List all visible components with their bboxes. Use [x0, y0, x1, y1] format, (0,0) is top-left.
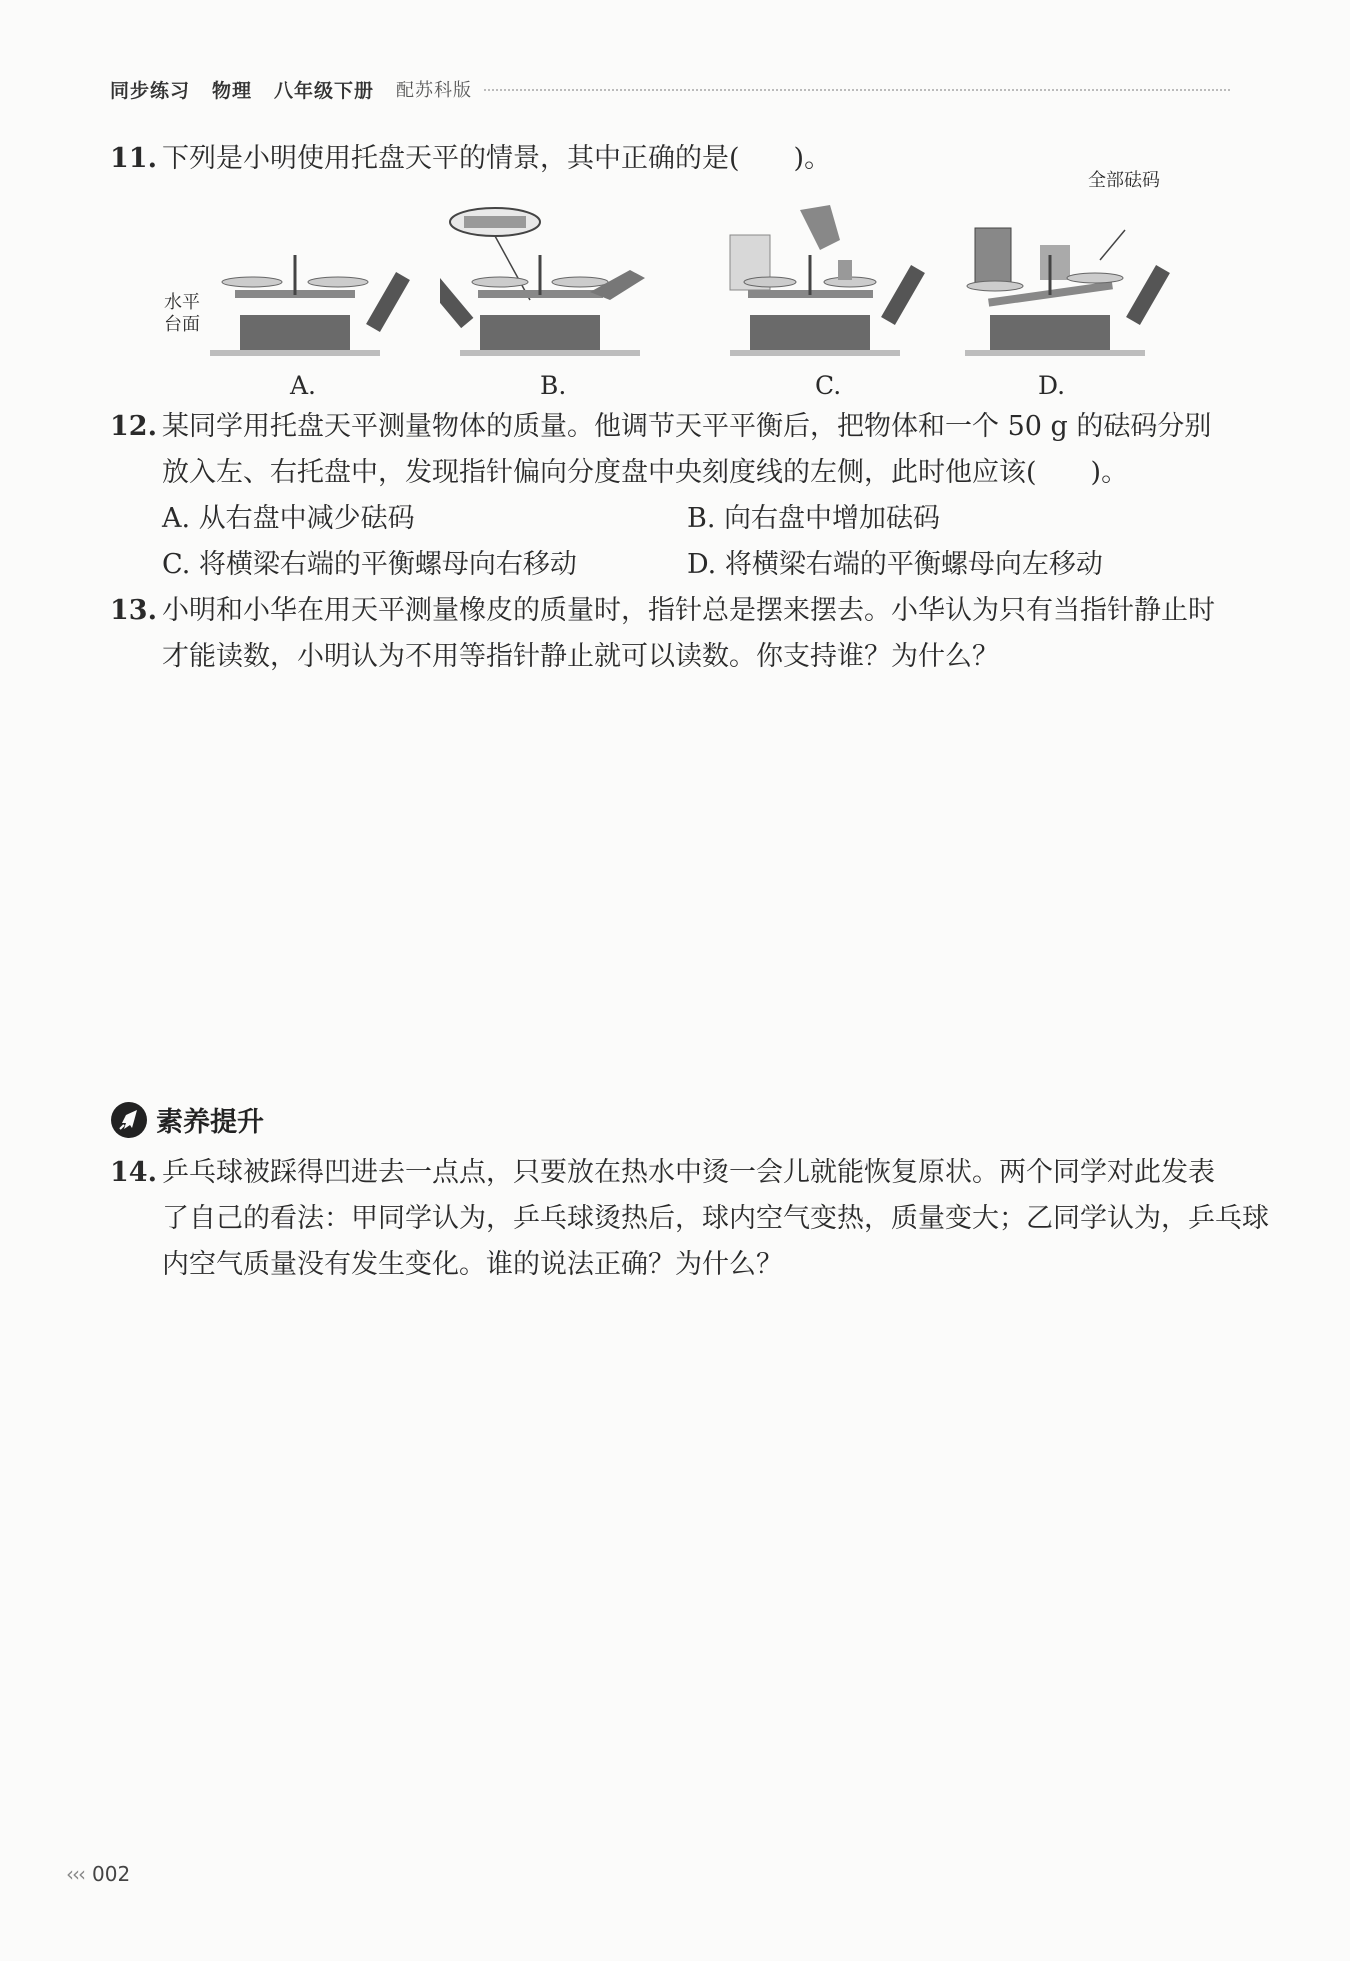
header-subject: 物理 — [212, 79, 253, 102]
page-footer — [66, 1862, 130, 1886]
header-rule — [484, 89, 1230, 91]
question-text-line: 了自己的看法：甲同学认为，乒乓球烫热后，球内空气变热，质量变大；乙同学认为，乒乓球 — [162, 1203, 1269, 1234]
balance-illustration-d — [950, 200, 1180, 365]
question-number: 11. — [110, 143, 157, 174]
figure-d — [950, 170, 1180, 400]
question-text-line: 某同学用托盘天平测量物体的质量。他调节天平平衡后，把物体和一个 50 g 的砝码分别 — [162, 411, 1212, 442]
header-edition: 配苏科版 — [396, 80, 473, 101]
question-13 — [110, 588, 1240, 680]
question-11 — [110, 136, 1240, 182]
page-header — [110, 72, 1230, 106]
figure-c — [720, 200, 930, 400]
balance-illustration-b — [440, 200, 660, 365]
option-d: D. 将横梁右端的平衡螺母向左移动 — [687, 549, 1103, 580]
balance-figures — [164, 170, 1180, 400]
question-text-line: 内空气质量没有发生变化。谁的说法正确？为什么？ — [162, 1249, 783, 1280]
figure-caption: B. — [540, 371, 567, 400]
figure-caption: D. — [1038, 371, 1066, 400]
balance-illustration-c — [720, 200, 930, 365]
table-surface-label — [164, 292, 200, 336]
question-number: 12. — [110, 411, 157, 442]
figure-a — [164, 200, 410, 400]
page-number: 002 — [92, 1862, 131, 1886]
question-text-line: 乒乓球被踩得凹进去一点点，只要放在热水中烫一会儿就能恢复原状。两个同学对此发表 — [162, 1157, 1215, 1188]
rocket-icon — [110, 1101, 148, 1139]
question-text-line: 才能读数，小明认为不用等指针静止就可以读数。你支持谁？为什么？ — [162, 641, 999, 672]
table-surface-text: 水平 台面 — [164, 292, 200, 335]
figure-caption: C. — [815, 371, 842, 400]
question-text: 下列是小明使用托盘天平的情景，其中正确的是( )。 — [162, 143, 832, 174]
option-a: A. 从右盘中减少砝码 — [162, 503, 415, 534]
question-14 — [110, 1150, 1269, 1288]
all-weights-label: 全部砝码 — [1088, 170, 1160, 191]
section-title: 素养提升 — [156, 1107, 264, 1138]
figure-caption: A. — [290, 371, 317, 400]
figure-b — [440, 200, 660, 400]
footer-arrows: ‹‹‹ — [66, 1862, 84, 1886]
option-b: B. 向右盘中增加砝码 — [687, 503, 941, 534]
question-text-line: 放入左、右托盘中，发现指针偏向分度盘中央刻度线的左侧，此时他应该( )。 — [162, 457, 1129, 488]
question-text-line: 小明和小华在用天平测量橡皮的质量时，指针总是摆来摆去。小华认为只有当指针静止时 — [162, 595, 1215, 626]
header-grade: 八年级下册 — [274, 79, 375, 102]
balance-illustration-a — [180, 200, 410, 365]
question-number: 14. — [110, 1157, 157, 1188]
question-12-options — [162, 496, 1232, 588]
header-series: 同步练习 — [110, 79, 191, 102]
question-12 — [110, 404, 1240, 496]
question-number: 13. — [110, 595, 157, 626]
section-heading — [110, 1100, 264, 1139]
option-c: C. 将横梁右端的平衡螺母向右移动 — [162, 549, 577, 580]
